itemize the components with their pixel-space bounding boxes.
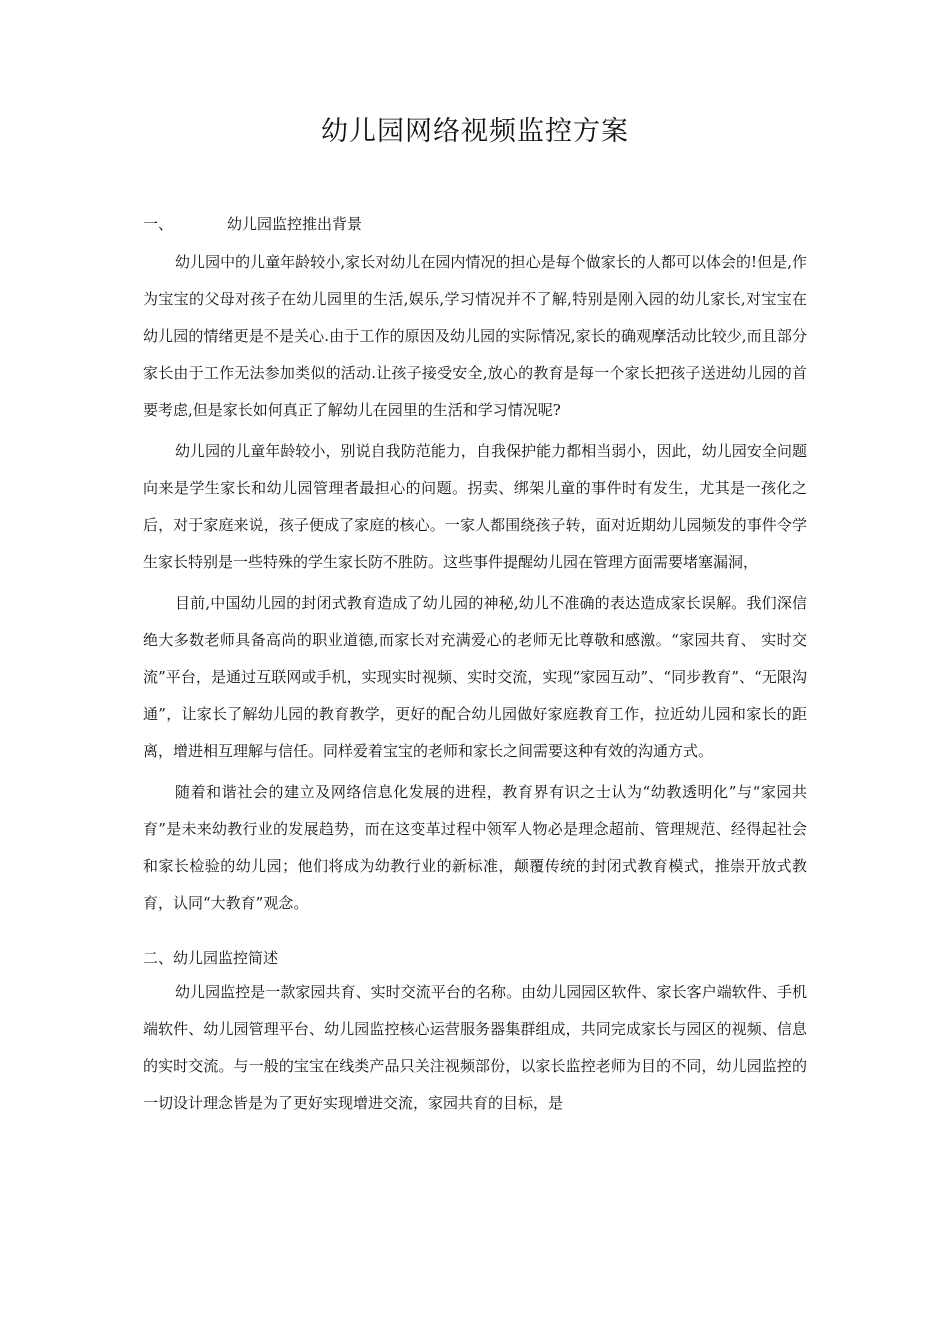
section-2-paragraph: 幼儿园监控是一款家园共育、实时交流平台的名称。由幼儿园园区软件、家长客户端软件、手机端软件、幼儿园管理平台、幼儿园监控核心运营服务器集群组成，共同完成家长与园区的视频、信息的实时交流。与一般的宝宝在线类产品只关注视频部份，以家长监控老师为目的不同，幼儿园监控的一切设计理念皆是为了更好实现增进交流，家园共育的目标，是 xyxy=(143,983,807,1112)
section-1-title: 幼儿园监控推出背景 xyxy=(227,215,363,233)
document-title: 幼儿园网络视频监控方案 xyxy=(321,116,629,147)
section-1-paragraph: 幼儿园的儿童年龄较小，别说自我防范能力，自我保护能力都相当弱小，因此，幼儿园安全问题向来是学生家长和幼儿园管理者最担心的问题。拐卖、绑架儿童的事件时有发生，尤其是一孩化之后，对于家庭来说，孩子便成了家庭的核心。一家人都围绕孩子转，面对近期幼儿园频发的事件令学生家长特别是一些特殊的学生家长防不胜防。这些事件提醒幼儿园在管理方面需要堵塞漏洞， xyxy=(143,442,807,571)
section-1-number: 一、 xyxy=(143,215,174,233)
section-1-heading xyxy=(143,212,807,236)
section-1-paragraph: 幼儿园中的儿童年龄较小,家长对幼儿在园内情况的担心是每个做家长的人都可以体会的!但是,作为宝宝的父母对孩子在幼儿园里的生活,娱乐,学习情况并不了解,特别是刚入园的幼儿家长,对宝宝在幼儿园的情绪更是不是关心.由于工作的原因及幼儿园的实际情况,家长的确观摩活动比较少,而且部分家长由于工作无法参加类似的活动.让孩子接受安全,放心的教育是每一个家长把孩子送进幼儿园的首要考虑,但是家长如何真正了解幼儿在园里的生活和学习情况呢? xyxy=(143,253,807,419)
section-2-heading: 二、幼儿园监控简述 xyxy=(143,949,279,967)
section-1-paragraph: 目前,中国幼儿园的封闭式教育造成了幼儿园的神秘,幼儿不准确的表达造成家长误解。我们深信绝大多数老师具备高尚的职业道德,而家长对充满爱心的老师无比尊敬和感激。“家园共育、 实时交流”平台，是通过互联网或手机，实现实时视频、实时交流，实现“家园互动”、“同步教育”、“无限沟通”，让家长了解幼儿园的教育教学，更好的配合幼儿园做好家庭教育工作，拉近幼儿园和家长的距离，增进相互理解与信任。同样爱着宝宝的老师和家长之间需要这种有效的沟通方式。 xyxy=(143,594,807,760)
document-body xyxy=(143,212,807,1122)
section-1-paragraph: 随着和谐社会的建立及网络信息化发展的进程，教育界有识之士认为“幼教透明化”与“家园共育”是未来幼教行业的发展趋势，而在这变革过程中领军人物必是理念超前、管理规范、经得起社会和家长检验的幼儿园；他们将成为幼教行业的新标准，颠覆传统的封闭式教育模式，推崇开放式教育，认同“大教育”观念。 xyxy=(143,783,807,912)
